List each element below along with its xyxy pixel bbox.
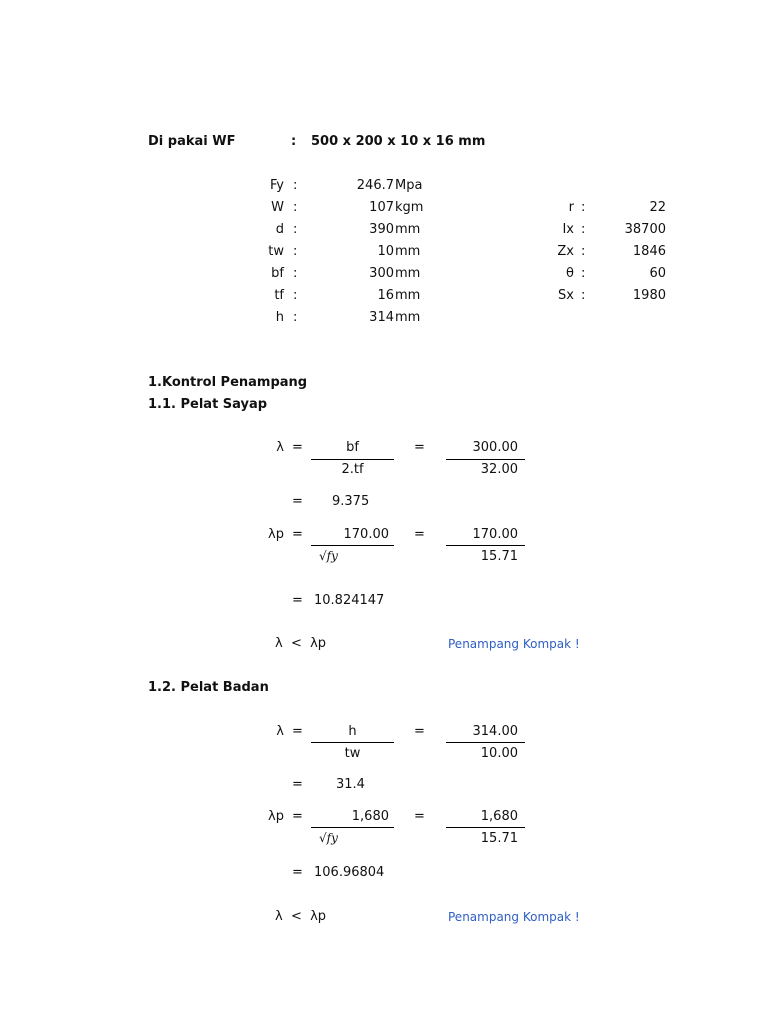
fraction-numerator-value: 314.00 bbox=[472, 724, 518, 739]
comparison: λ < λp bbox=[275, 636, 327, 651]
equals-sign: = bbox=[414, 724, 425, 739]
prop-colon: : bbox=[293, 310, 298, 325]
fraction-bar bbox=[446, 742, 525, 743]
equals-sign: = bbox=[292, 865, 303, 880]
comparison: λ < λp bbox=[275, 909, 327, 924]
fraction-denominator-value: 15.71 bbox=[480, 549, 518, 564]
lambda-result: 31.4 bbox=[336, 777, 365, 792]
fraction-bar bbox=[446, 459, 525, 460]
prop-name: h bbox=[275, 310, 284, 325]
prop-colon: : bbox=[293, 244, 298, 259]
prop-colon: : bbox=[293, 178, 298, 193]
fraction-denominator-value: 32.00 bbox=[480, 462, 518, 477]
prop-colon: : bbox=[293, 288, 298, 303]
section-subtitle-pelat-badan: 1.2. Pelat Badan bbox=[148, 680, 269, 695]
prop-name: r bbox=[568, 200, 574, 215]
prop-unit: mm bbox=[395, 244, 421, 259]
fraction-numerator: 1,680 bbox=[351, 809, 389, 824]
fraction-bar bbox=[311, 459, 394, 460]
prop-name: θ bbox=[566, 266, 574, 281]
fraction-numerator-value: 170.00 bbox=[472, 527, 518, 542]
equals-sign: = bbox=[414, 809, 425, 824]
prop-value: 314 bbox=[369, 310, 394, 325]
prop-unit: mm bbox=[395, 266, 421, 281]
prop-colon: : bbox=[581, 200, 586, 215]
lambda-symbol: λ bbox=[276, 440, 284, 455]
lambda-result: 9.375 bbox=[332, 494, 370, 509]
profile-value: 500 x 200 x 10 x 16 mm bbox=[311, 134, 486, 149]
section-title: 1.Kontrol Penampang bbox=[148, 375, 308, 390]
fraction-denominator: tw bbox=[344, 746, 361, 761]
prop-value: 1846 bbox=[632, 244, 666, 259]
equals-sign: = bbox=[292, 777, 303, 792]
prop-unit: mm bbox=[395, 310, 421, 325]
prop-value: 390 bbox=[369, 222, 394, 237]
equals-sign: = bbox=[414, 527, 425, 542]
prop-colon: : bbox=[581, 266, 586, 281]
prop-colon: : bbox=[581, 244, 586, 259]
prop-name: W bbox=[271, 200, 284, 215]
fraction-denominator-value: 15.71 bbox=[480, 831, 518, 846]
prop-value: 246.7 bbox=[356, 178, 394, 193]
prop-value: 60 bbox=[649, 266, 666, 281]
conclusion-text: Penampang Kompak ! bbox=[448, 910, 580, 924]
prop-name: Zx bbox=[557, 244, 574, 259]
prop-name: Ix bbox=[562, 222, 574, 237]
equals-sign: = bbox=[292, 494, 303, 509]
prop-value: 10 bbox=[377, 244, 394, 259]
prop-colon: : bbox=[293, 266, 298, 281]
lambda-p-result: 10.824147 bbox=[314, 593, 385, 608]
prop-name: bf bbox=[271, 266, 284, 281]
lambda-symbol: λ bbox=[276, 724, 284, 739]
prop-colon: : bbox=[581, 288, 586, 303]
lambda-p-symbol: λp bbox=[268, 809, 284, 824]
sqrt-fy-symbol: √fy bbox=[319, 831, 338, 845]
fraction-numerator-value: 1,680 bbox=[480, 809, 518, 824]
prop-unit: Mpa bbox=[395, 178, 423, 193]
prop-value: 16 bbox=[377, 288, 394, 303]
fraction-numerator: 170.00 bbox=[343, 527, 389, 542]
prop-value: 22 bbox=[649, 200, 666, 215]
conclusion-text: Penampang Kompak ! bbox=[448, 637, 580, 651]
prop-value: 1980 bbox=[632, 288, 666, 303]
sqrt-fy-symbol: √fy bbox=[319, 549, 338, 563]
prop-unit: kgm bbox=[395, 200, 424, 215]
prop-name: d bbox=[275, 222, 284, 237]
fraction-numerator: h bbox=[348, 724, 357, 739]
fraction-bar bbox=[311, 742, 394, 743]
fraction-bar bbox=[311, 827, 394, 828]
prop-name: Sx bbox=[558, 288, 574, 303]
prop-colon: : bbox=[293, 200, 298, 215]
equals-sign: = bbox=[292, 527, 303, 542]
fraction-bar bbox=[446, 545, 525, 546]
fraction-numerator: bf bbox=[346, 440, 359, 455]
equals-sign: = bbox=[414, 440, 425, 455]
section-subtitle-pelat-sayap: 1.1. Pelat Sayap bbox=[148, 397, 268, 412]
prop-value: 107 bbox=[369, 200, 394, 215]
equals-sign: = bbox=[292, 440, 303, 455]
equals-sign: = bbox=[292, 593, 303, 608]
prop-colon: : bbox=[293, 222, 298, 237]
fraction-bar bbox=[446, 827, 525, 828]
profile-label: Di pakai WF bbox=[148, 134, 236, 149]
fraction-bar bbox=[311, 545, 394, 546]
equals-sign: = bbox=[292, 724, 303, 739]
prop-name: tf bbox=[274, 288, 284, 303]
fraction-numerator-value: 300.00 bbox=[472, 440, 518, 455]
fraction-denominator-value: 10.00 bbox=[480, 746, 518, 761]
fraction-denominator: 2.tf bbox=[341, 462, 364, 477]
prop-unit: mm bbox=[395, 222, 421, 237]
prop-value: 38700 bbox=[624, 222, 666, 237]
prop-value: 300 bbox=[369, 266, 394, 281]
prop-colon: : bbox=[581, 222, 586, 237]
prop-name: tw bbox=[268, 244, 284, 259]
lambda-p-result: 106.96804 bbox=[314, 865, 385, 880]
profile-colon: : bbox=[291, 134, 297, 149]
prop-name: Fy bbox=[270, 178, 284, 193]
lambda-p-symbol: λp bbox=[268, 527, 284, 542]
equals-sign: = bbox=[292, 809, 303, 824]
prop-unit: mm bbox=[395, 288, 421, 303]
